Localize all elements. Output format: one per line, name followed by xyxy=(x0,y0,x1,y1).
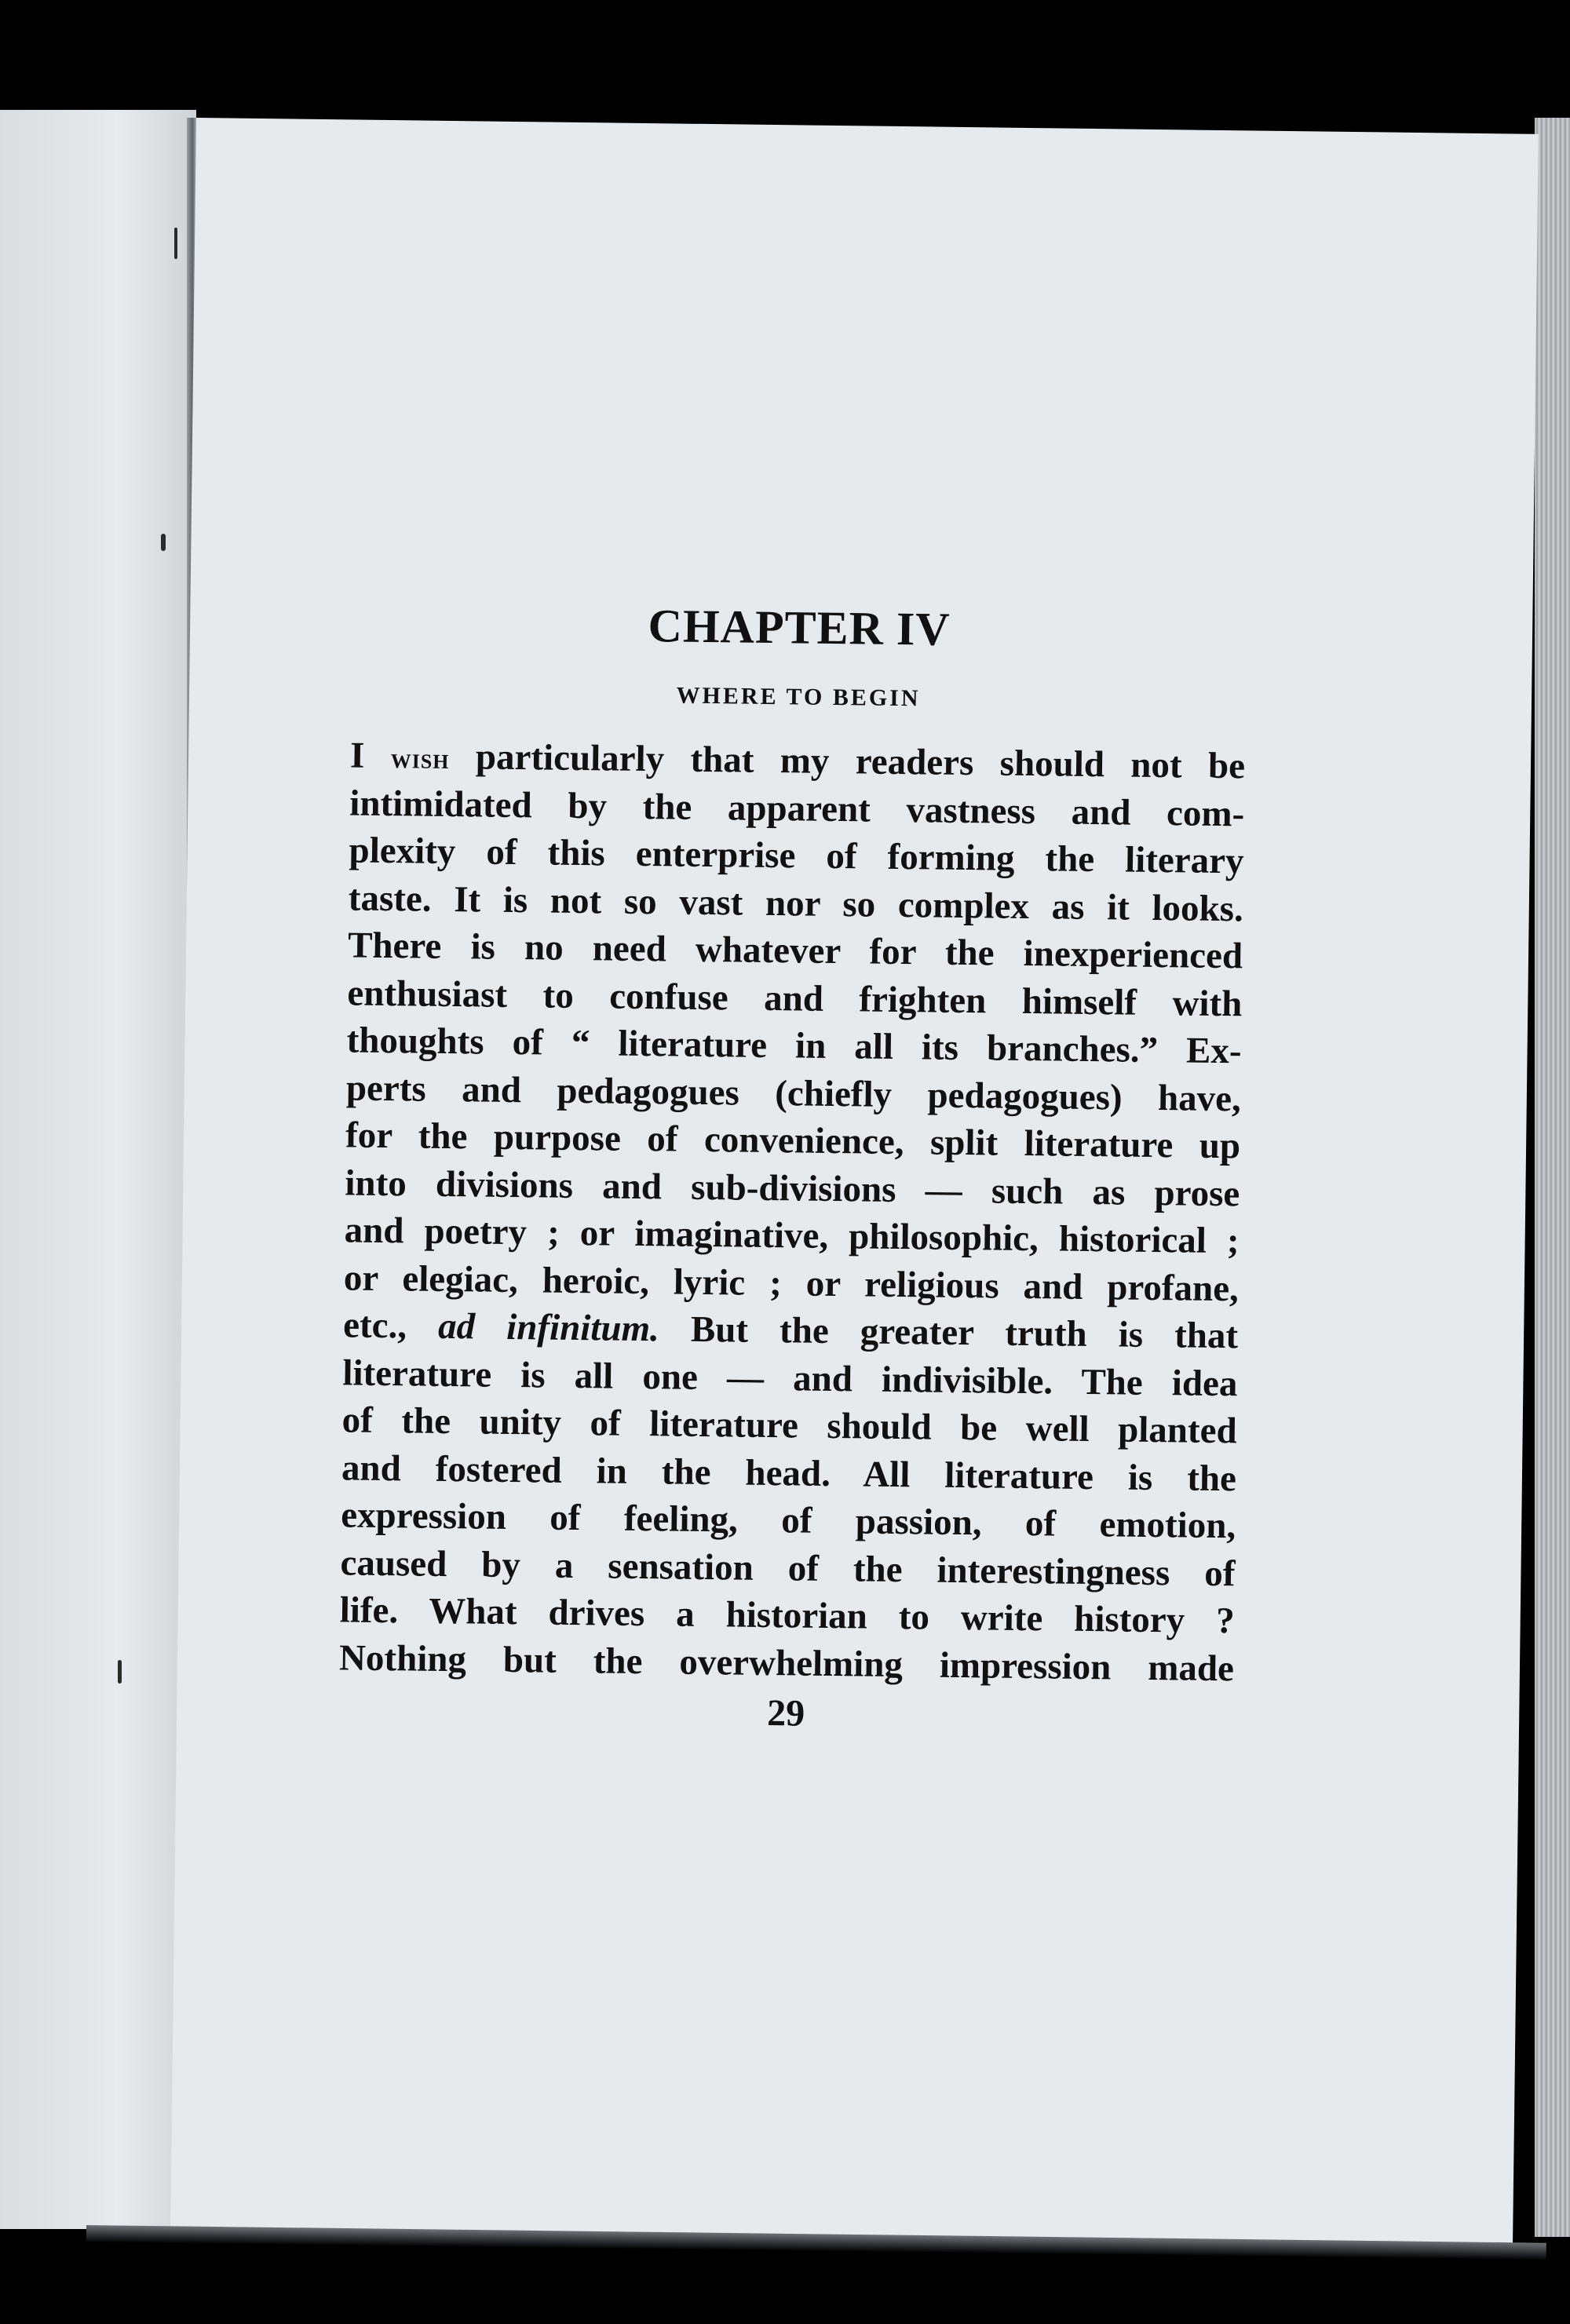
body-line: of the unity of literature should be well planted xyxy=(341,1399,1237,1452)
body-line: and fostered in the head. All literature is the xyxy=(341,1447,1237,1499)
body-line: expression of feeling, of passion, of emotion, xyxy=(340,1494,1236,1547)
body-line: enthusiast to confuse and frighten himself with xyxy=(347,972,1243,1024)
body-line: plexity of this enterprise of forming the literary xyxy=(349,830,1244,882)
facing-page-edge xyxy=(0,110,196,2229)
body-line: thoughts of “ literature in all its branches.” Ex- xyxy=(346,1020,1242,1072)
body-line: There is no need whatever for the inexperienced xyxy=(347,925,1243,977)
body-line: literature is all one — and indivisible. The idea xyxy=(342,1352,1238,1404)
chapter-subtitle: WHERE TO BEGIN xyxy=(676,682,921,712)
lead-smallcaps: wish xyxy=(390,742,450,775)
body-line: etc., ad infinitum. But the greater truth is that xyxy=(342,1304,1239,1357)
chapter-body xyxy=(339,731,1246,1692)
italic-phrase: ad infinitum. xyxy=(437,1305,660,1350)
body-line: into divisions and sub-divisions — such as prose xyxy=(345,1162,1240,1214)
body-line: or elegiac, heroic, lyric ; or religious and profane, xyxy=(343,1257,1240,1309)
body-line: caused by a sensation of the interestingness of xyxy=(340,1541,1236,1594)
book-page xyxy=(170,118,1539,2253)
chapter-title: CHAPTER IV xyxy=(648,600,951,655)
page-stack-edge xyxy=(1535,118,1570,2237)
margin-mark xyxy=(174,228,177,259)
page-text xyxy=(338,598,1247,1738)
body-line: and poetry ; or imaginative, philosophic, historical ; xyxy=(344,1209,1240,1262)
body-line: for the purpose of convenience, split literature up xyxy=(345,1115,1241,1167)
page-number: 29 xyxy=(766,1692,805,1735)
body-line: life. What drives a historian to write history ? xyxy=(339,1589,1236,1642)
body-line: I wish particularly that my readers should not be xyxy=(349,735,1246,787)
body-line: Nothing but the overwhelming impression made xyxy=(338,1636,1235,1689)
body-line: intimidated by the apparent vastness and com- xyxy=(349,782,1245,834)
body-line: taste. It is not so vast nor so complex as it looks. xyxy=(348,877,1244,929)
margin-mark xyxy=(161,534,166,551)
margin-mark xyxy=(118,1660,122,1684)
first-word: I xyxy=(349,735,365,776)
body-line: perts and pedagogues (chiefly pedagogues) have, xyxy=(345,1067,1242,1119)
